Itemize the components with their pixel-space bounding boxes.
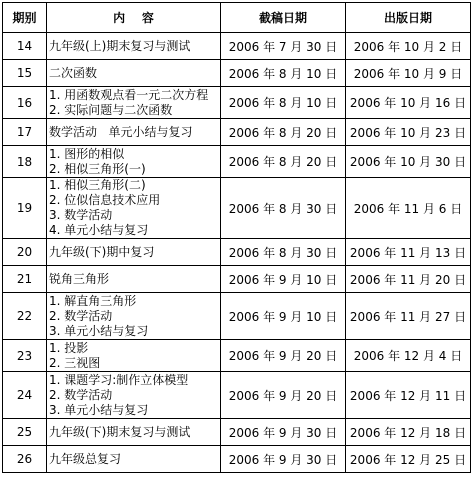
content-line: 1. 相似三角形(二)	[49, 178, 146, 192]
cell-deadline: 2006 年 8 月 20 日	[221, 146, 346, 178]
header-period: 期别	[3, 3, 47, 33]
content-line: 九年级(下)期末复习与测试	[49, 424, 191, 439]
content-line: 九年级(上)期末复习与测试	[49, 38, 191, 53]
content-line: 2. 位似信息技术应用	[49, 193, 161, 207]
content-line: 1. 图形的相似	[49, 146, 125, 161]
cell-deadline: 2006 年 9 月 10 日	[221, 293, 346, 340]
cell-content	[47, 87, 221, 119]
cell-content	[47, 266, 221, 293]
cell-publish: 2006 年 12 月 11 日	[346, 372, 471, 419]
table-row	[3, 340, 471, 372]
cell-publish: 2006 年 11 月 20 日	[346, 266, 471, 293]
content-line: 锐角三角形	[49, 271, 110, 286]
cell-content	[47, 340, 221, 372]
cell-publish: 2006 年 11 月 6 日	[346, 178, 471, 239]
content-line: 1. 用函数观点看一元二次方程	[49, 87, 209, 102]
cell-publish: 2006 年 10 月 30 日	[346, 146, 471, 178]
table-row	[3, 372, 471, 419]
cell-period: 17	[3, 119, 47, 146]
cell-publish: 2006 年 12 月 18 日	[346, 419, 471, 446]
cell-publish: 2006 年 12 月 4 日	[346, 340, 471, 372]
cell-period: 18	[3, 146, 47, 178]
cell-deadline: 2006 年 8 月 10 日	[221, 60, 346, 87]
cell-deadline: 2006 年 8 月 10 日	[221, 87, 346, 119]
table-row	[3, 266, 471, 293]
cell-content	[47, 446, 221, 473]
cell-deadline: 2006 年 8 月 30 日	[221, 239, 346, 266]
table-row	[3, 146, 471, 178]
content-line: 九年级(下)期中复习	[49, 244, 155, 259]
cell-deadline: 2006 年 9 月 20 日	[221, 340, 346, 372]
content-line: 2. 实际问题与二次函数	[49, 102, 173, 117]
cell-publish: 2006 年 10 月 23 日	[346, 119, 471, 146]
content-line: 1. 解直角三角形	[49, 293, 137, 308]
cell-period: 15	[3, 60, 47, 87]
cell-deadline: 2006 年 9 月 20 日	[221, 372, 346, 419]
content-line: 3. 单元小结与复习	[49, 323, 149, 338]
cell-content	[47, 239, 221, 266]
cell-period: 20	[3, 239, 47, 266]
content-line: 2. 数学活动	[49, 308, 113, 323]
table-row	[3, 293, 471, 340]
publication-schedule-table	[2, 2, 471, 473]
table-row	[3, 239, 471, 266]
cell-content	[47, 178, 221, 239]
cell-publish: 2006 年 11 月 13 日	[346, 239, 471, 266]
table-row	[3, 33, 471, 60]
content-line: 3. 数学活动	[49, 208, 113, 222]
cell-deadline: 2006 年 9 月 30 日	[221, 419, 346, 446]
cell-deadline: 2006 年 9 月 10 日	[221, 266, 346, 293]
cell-publish: 2006 年 11 月 27 日	[346, 293, 471, 340]
cell-publish: 2006 年 12 月 25 日	[346, 446, 471, 473]
cell-period: 23	[3, 340, 47, 372]
header-deadline: 截稿日期	[221, 3, 346, 33]
cell-deadline: 2006 年 9 月 30 日	[221, 446, 346, 473]
content-line: 2. 数学活动	[49, 387, 113, 402]
cell-period: 14	[3, 33, 47, 60]
content-line: 2. 相似三角形(一)	[49, 161, 146, 176]
cell-content	[47, 60, 221, 87]
content-line: 3. 单元小结与复习	[49, 402, 149, 417]
schedule-sheet	[2, 2, 470, 482]
cell-publish: 2006 年 10 月 9 日	[346, 60, 471, 87]
content-line: 4. 单元小结与复习	[49, 223, 149, 237]
cell-period: 26	[3, 446, 47, 473]
cell-period: 22	[3, 293, 47, 340]
cell-publish: 2006 年 10 月 2 日	[346, 33, 471, 60]
header-content-text: 内 容	[113, 11, 154, 25]
content-line: 二次函数	[49, 65, 98, 80]
cell-period: 21	[3, 266, 47, 293]
cell-content	[47, 33, 221, 60]
cell-content	[47, 419, 221, 446]
table-row	[3, 119, 471, 146]
cell-deadline: 2006 年 8 月 30 日	[221, 178, 346, 239]
table-row	[3, 60, 471, 87]
cell-period: 19	[3, 178, 47, 239]
cell-content	[47, 372, 221, 419]
content-line: 九年级总复习	[49, 451, 122, 466]
table-row	[3, 87, 471, 119]
cell-period: 16	[3, 87, 47, 119]
table-body	[3, 33, 471, 473]
table-row	[3, 178, 471, 239]
content-line: 2. 三视图	[49, 355, 101, 370]
content-line: 1. 课题学习:制作立体模型	[49, 372, 189, 387]
cell-deadline: 2006 年 7 月 30 日	[221, 33, 346, 60]
header-content	[47, 3, 221, 33]
cell-content	[47, 119, 221, 146]
cell-content	[47, 293, 221, 340]
content-line: 1. 投影	[49, 340, 89, 355]
content-line: 数学活动 单元小结与复习	[49, 124, 193, 139]
cell-deadline: 2006 年 8 月 20 日	[221, 119, 346, 146]
header-publish: 出版日期	[346, 3, 471, 33]
cell-publish: 2006 年 10 月 16 日	[346, 87, 471, 119]
table-row	[3, 419, 471, 446]
cell-period: 24	[3, 372, 47, 419]
cell-period: 25	[3, 419, 47, 446]
cell-content	[47, 146, 221, 178]
header-row	[3, 3, 471, 33]
table-row	[3, 446, 471, 473]
